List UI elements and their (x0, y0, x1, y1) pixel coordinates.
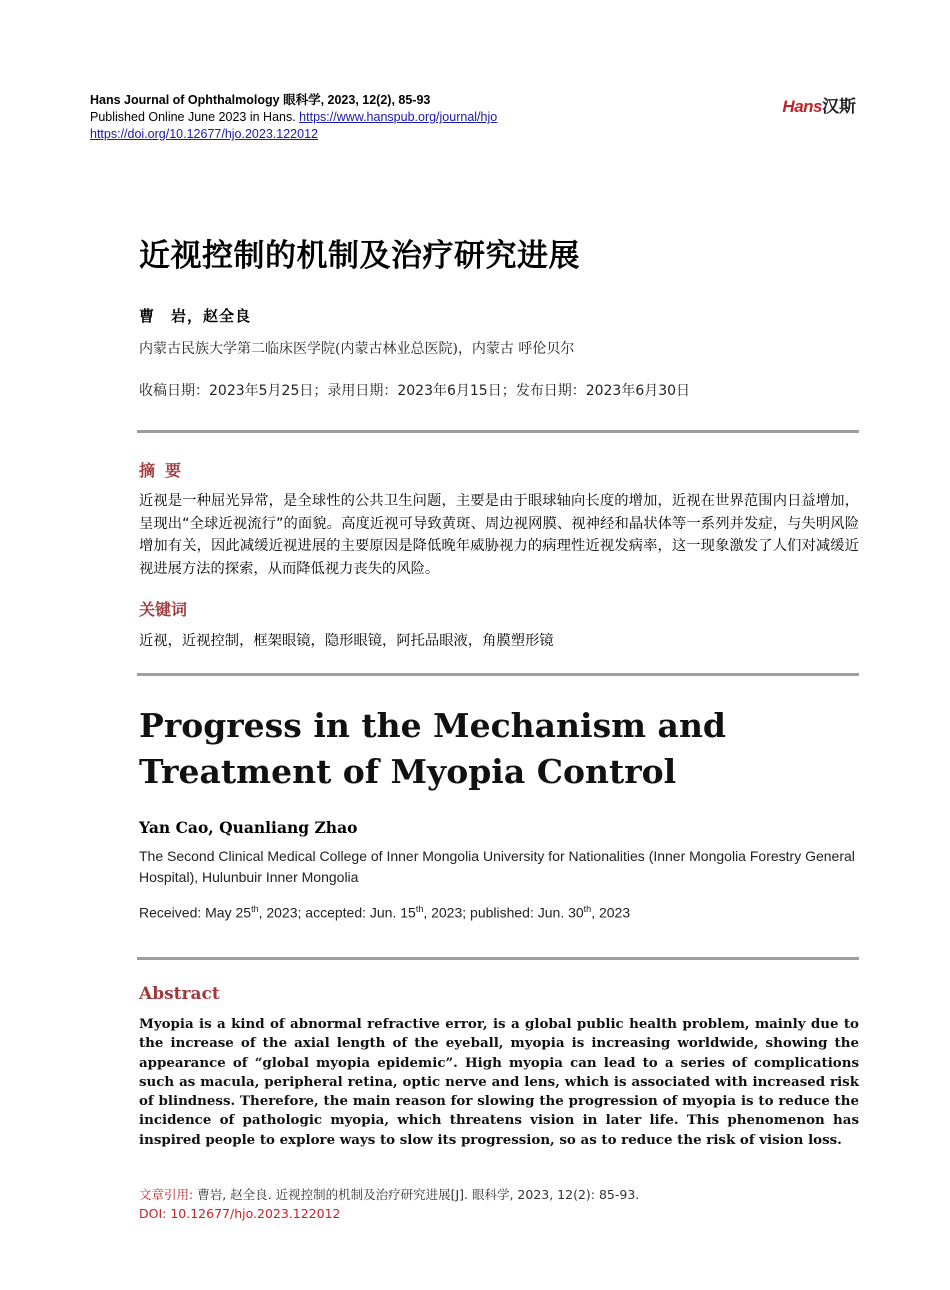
en-dates (139, 904, 859, 921)
cn-abstract-heading: 摘要 (139, 461, 192, 480)
journal-header (90, 92, 497, 143)
ordinal-suffix: th (251, 904, 259, 914)
accepted-date: , 2023; accepted: Jun. 15 (258, 904, 416, 921)
logo-latin: Hans (782, 97, 822, 116)
cn-affiliation: 内蒙古民族大学第二临床医学院(内蒙古林业总医院)，内蒙古 呼伦贝尔 (139, 341, 575, 357)
journal-line: Hans Journal of Ophthalmology 眼科学, 2023, 12(2), 85-93 (90, 93, 431, 107)
received-date: Received: May 25 (139, 904, 252, 921)
citation-text: 曹岩, 赵全良. 近视控制的机制及治疗研究进展[J]. 眼科学, 2023, 12(2): 85-93. (197, 1187, 640, 1202)
journal-link[interactable]: https://www.hanspub.org/journal/hjo (299, 110, 498, 124)
cn-dates: 收稿日期：2023年5月25日；录用日期：2023年6月15日；发布日期：2023年6月30日 (139, 383, 691, 399)
published-date: , 2023; published: Jun. 30 (423, 904, 584, 921)
ordinal-suffix: th (415, 904, 424, 914)
hans-logo (782, 92, 856, 117)
cn-keywords: 近视，近视控制，框架眼镜，隐形眼镜，阿托品眼液，角膜塑形镜 (139, 633, 554, 649)
ordinal-suffix: th (583, 904, 592, 914)
cn-abstract: 近视是一种屈光异常，是全球性的公共卫生问题，主要是由于眼球轴向长度的增加，近视在世界范围内日益增加，呈现出“全球近视流行”的面貌。高度近视可导致黄斑、周边视网膜、视神经和晶状体等一系列并发症，与失明风险增加有关，因此减缓近视进展的主要原因是降低晚年威胁视力的病理性近视发病率，这一现象激发了人们对减缓近视进展方法的探索，从而降低视力丧失的风险。 (139, 493, 859, 577)
date-tail: , 2023 (591, 904, 631, 921)
en-affiliation: The Second Clinical Medical College of Inner Mongolia University for Nationalities (Inner Mongolia Forestry General Hospital), Hulunbuir Inner Mongolia (139, 848, 855, 885)
logo-chinese: 汉斯 (822, 97, 856, 116)
en-abstract: Myopia is a kind of abnormal refractive error, is a global public health problem, mainly due to the increase of the axial length of the eyeball, myopia is increasing worldwide, showing the appearance of “global myopia epidemic”. High myopia can lead to a series of complications such as macula, peripheral retina, optic nerve and lens, which is associated with increased risk of blindness. Therefore, the main reason for slowing the progression of myopia is to reduce the incidence of pathologic myopia, which threatens vision in later life. This phenomenon has inspired people to explore ways to slow its progression, so as to reduce the risk of vision loss. (139, 1016, 859, 1148)
published-line (90, 109, 497, 126)
divider (137, 430, 859, 433)
citation-doi: DOI: 10.12677/hjo.2023.122012 (139, 1206, 341, 1221)
cn-authors: 曹 岩，赵全良 (139, 307, 252, 325)
en-title: Progress in the Mechanism and Treatment of Myopia Control (139, 706, 727, 791)
citation-label: 文章引用: (139, 1187, 198, 1202)
en-authors: Yan Cao, Quanliang Zhao (139, 818, 358, 837)
published-text: Published Online June 2023 in Hans. (90, 110, 300, 124)
citation-block (139, 1185, 859, 1223)
cn-title: 近视控制的机制及治疗研究进展 (139, 238, 580, 274)
divider (137, 957, 859, 960)
en-abstract-heading: Abstract (139, 984, 220, 1004)
cn-keywords-heading: 关键词 (139, 600, 188, 619)
doi-link[interactable]: https://doi.org/10.12677/hjo.2023.122012 (90, 127, 318, 141)
divider (137, 673, 859, 676)
